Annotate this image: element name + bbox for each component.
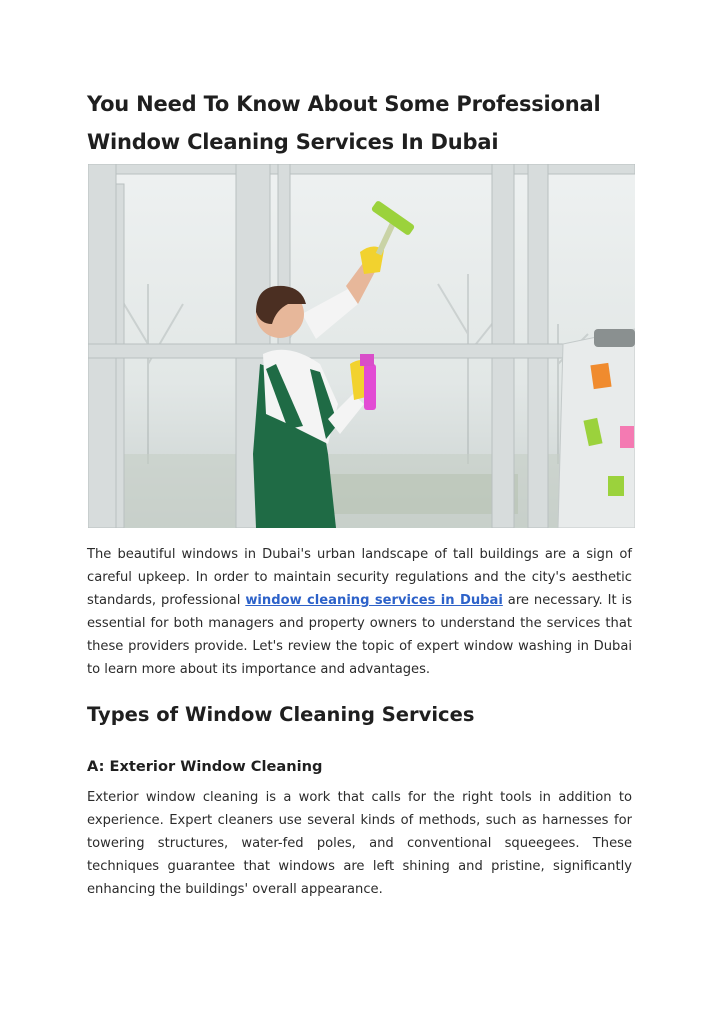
intro-text-before-link: The beautiful windows in Dubai's urban landscape of tall buildings are a sign of careful upkeep. In order to maintain security regulations and the city's aesthetic standards, professional bbox=[87, 547, 632, 608]
title-line-2: Window Cleaning Services In Dubai bbox=[87, 130, 499, 154]
title-line-1: You Need To Know About Some Professional bbox=[87, 92, 601, 116]
window-cleaning-services-link[interactable]: window cleaning services in Dubai bbox=[245, 593, 503, 608]
subsection-heading: A: Exterior Window Cleaning bbox=[87, 758, 323, 775]
page-title bbox=[87, 85, 647, 161]
hero-image bbox=[88, 164, 635, 528]
subsection-paragraph: Exterior window cleaning is a work that calls for the right tools in addition to experience. Expert cleaners use several kinds of methods, such as harnesses for towering structures, water-fed poles, and conventional squeegees. These techniques guarantee that windows are left shining and pristine, significantly enhancing the buildings' overall appearance. bbox=[87, 790, 632, 897]
section-heading: Types of Window Cleaning Services bbox=[87, 703, 475, 726]
intro-text-after-link: are necessary. It is essential for both managers and property owners to understand the services that these providers provide. Let's review the topic of expert window washing in Dubai to learn more about its importance and advantages. bbox=[87, 593, 632, 677]
intro-paragraph bbox=[87, 543, 632, 681]
